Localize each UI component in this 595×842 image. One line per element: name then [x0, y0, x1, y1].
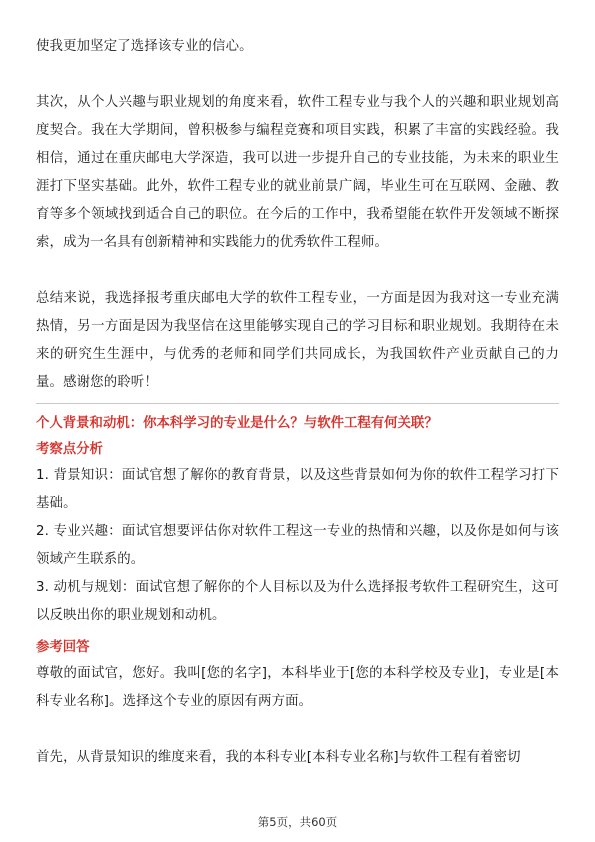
answer-paragraph-1: 尊敬的面试官，您好。我叫[您的名字]，本科毕业于[您的本科学校及专业]，专业是[本科专业名称]。选择这个专业的原因有两方面。: [36, 666, 559, 709]
paragraph-summary: 总结来说，我选择报考重庆邮电大学的软件工程专业，一方面是因为我对这一专业充满热情，另一方面是因为我坚信在这里能够实现自己的学习目标和职业规划。我期待在未来的研究生生涯中，与优秀的老师和同学们共同成长，为我国软件产业贡献自己的力量。感谢您的聆听！: [36, 291, 559, 390]
page-number: 第5页，共60页: [257, 815, 338, 829]
paragraph-gap: [36, 257, 559, 285]
paragraph-gap: [36, 61, 559, 89]
analysis-item-1: 1. 背景知识：面试官想了解你的教育背景，以及这些背景如何为你的软件工程学习打下基础。: [36, 468, 559, 511]
page-content: [36, 33, 559, 772]
analysis-heading: 考察点分析: [36, 442, 103, 457]
answer-heading: 参考回答: [36, 640, 90, 655]
paragraph-interest-career: 其次，从个人兴趣与职业规划的角度来看，软件工程专业与我个人的兴趣和职业规划高度契合。我在大学期间，曾积极参与编程竞赛和项目实践，积累了丰富的实践经验。我相信，通过在重庆邮电大学深造，我可以进一步提升自己的专业技能，为未来的职业生涯打下坚实基础。此外，软件工程专业的就业前景广阔，毕业生可在互联网、金融、教育等多个领域找到适合自己的职位。在今后的工作中，我希望能在软件开发领域不断探索，成为一名具有创新精神和实践能力的优秀软件工程师。: [36, 95, 559, 250]
paragraph-gap: [36, 716, 559, 744]
question-title: 个人背景和动机：你本科学习的专业是什么？与软件工程有何关联？: [36, 416, 438, 431]
section-divider: [36, 403, 559, 404]
analysis-item-3: 3. 动机与规划：面试官想了解你的个人目标以及为什么选择报考软件工程研究生，这可以反映出你的职业规划和动机。: [36, 580, 559, 623]
answer-paragraph-2: 首先，从背景知识的维度来看，我的本科专业[本科专业名称]与软件工程有着密切: [36, 750, 521, 765]
paragraph-intro-tail: 使我更加坚定了选择该专业的信心。: [36, 39, 253, 54]
analysis-item-2: 2. 专业兴趣：面试官想要评估你对软件工程这一专业的热情和兴趣，以及你是如何与该领域产生联系的。: [36, 524, 559, 567]
